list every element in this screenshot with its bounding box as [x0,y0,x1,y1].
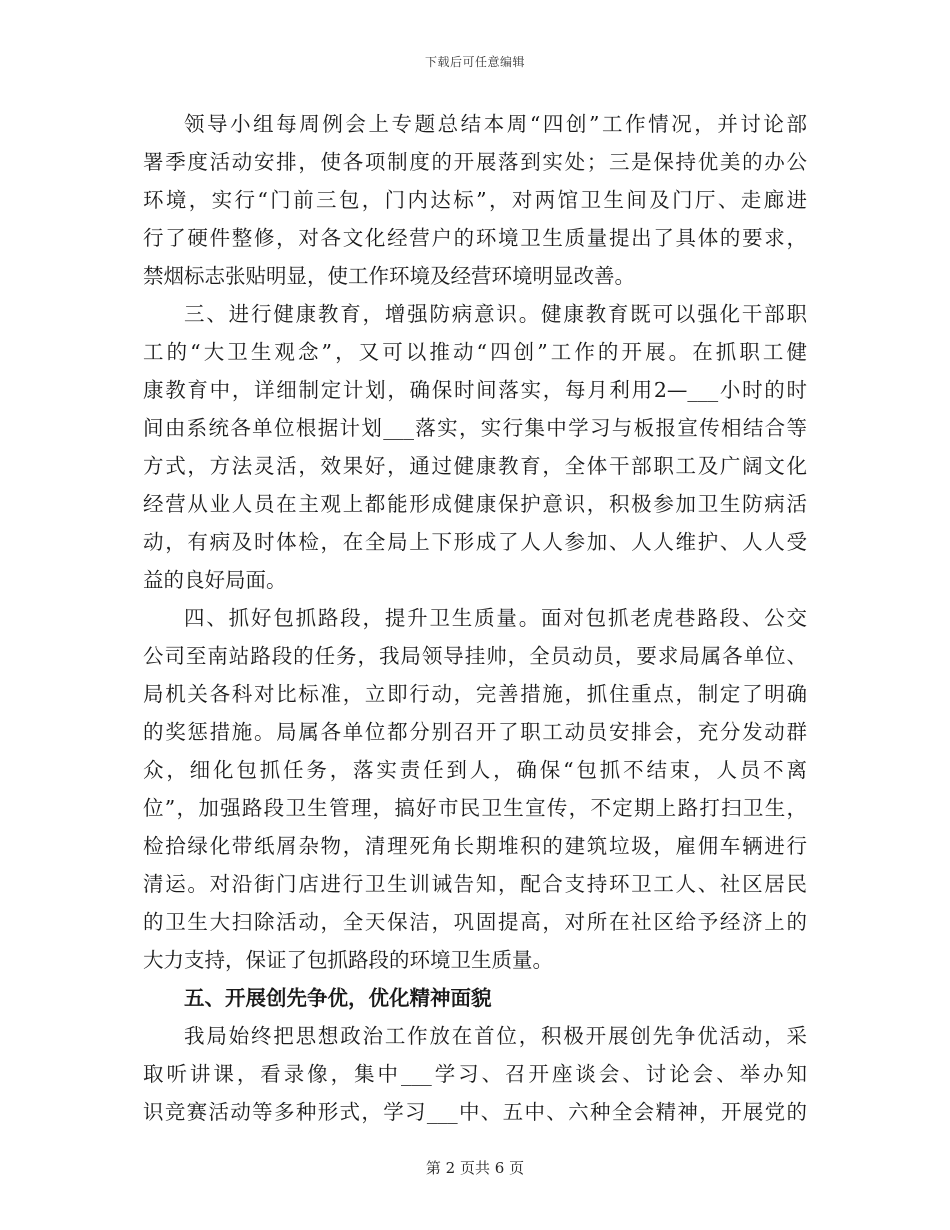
text-line: 益的良好局面。 [143,568,287,592]
text-line: 检拾绿化带纸屑杂物，清理死角长期堆积的建筑垃圾，雇佣车辆进行 [143,834,807,858]
text-line: 领导小组每周例会上专题总结本周“四创”工作情况，并讨论部 [184,112,807,136]
text-line: 位”，加强路段卫生管理，搞好市民卫生宣传，不定期上路打扫卫生， [143,796,807,820]
text-line: 行了硬件整修，对各文化经营户的环境卫生质量提出了具体的要求， [143,226,807,250]
text-line: 局机关各科对比标准，立即行动，完善措施，抓住重点，制定了明确 [143,682,807,706]
text-line: 署季度活动安排，使各项制度的开展落到实处；三是保持优美的办公 [143,150,807,174]
text-line: 清运。对沿街门店进行卫生训诫告知，配合支持环卫工人、社区居民 [143,872,807,896]
text-line: 识竞赛活动等多种形式，学习___中、五中、六种全会精神，开展党的 [143,1100,807,1124]
text-line: 三、进行健康教育，增强防病意识。健康教育既可以强化干部职 [184,302,807,326]
text-line: 经营从业人员在主观上都能形成健康保护意识，积极参加卫生防病活 [143,492,807,516]
text-line: 间由系统各单位根据计划___落实，实行集中学习与板报宣传相结合等 [143,416,807,440]
page-header: 下载后可任意编辑 [424,55,525,69]
page-footer: 第 2 页共 6 页 [425,1159,525,1177]
text-line: 动，有病及时体检，在全局上下形成了人人参加、人人维护、人人受 [143,530,807,554]
text-line: 环境，实行“门前三包，门内达标”，对两馆卫生间及门厅、走廊进 [143,188,807,212]
text-line: 禁烟标志张贴明显，使工作环境及经营环境明显改善。 [143,264,635,288]
text-line: 的奖惩措施。局属各单位都分别召开了职工动员安排会，充分发动群 [143,720,807,744]
text-line: 工的“大卫生观念”，又可以推动“四创”工作的开展。在抓职工健 [143,340,807,364]
text-line: 的卫生大扫除活动，全天保洁，巩固提高，对所在社区给予经济上的 [143,910,807,934]
text-line: 四、抓好包抓路段，提升卫生质量。面对包抓老虎巷路段、公交 [184,606,807,630]
section-heading: 五、开展创先争优，优化精神面貌 [184,986,492,1010]
text-line: 取听讲课，看录像，集中___学习、召开座谈会、讨论会、举办知 [143,1062,807,1086]
text-line: 大力支持，保证了包抓路段的环境卫生质量。 [143,948,553,972]
text-line: 康教育中，详细制定计划，确保时间落实，每月利用2—___小时的时 [143,378,807,402]
text-line: 我局始终把思想政治工作放在首位，积极开展创先争优活动，采 [184,1024,807,1048]
document-body [143,105,807,1131]
text-line: 公司至南站路段的任务，我局领导挂帅，全员动员，要求局属各单位、 [143,644,807,668]
text-line: 方式，方法灵活，效果好，通过健康教育，全体干部职工及广阔文化 [143,454,807,478]
text-line: 众，细化包抓任务，落实责任到人，确保“包抓不结束，人员不离 [143,758,807,782]
